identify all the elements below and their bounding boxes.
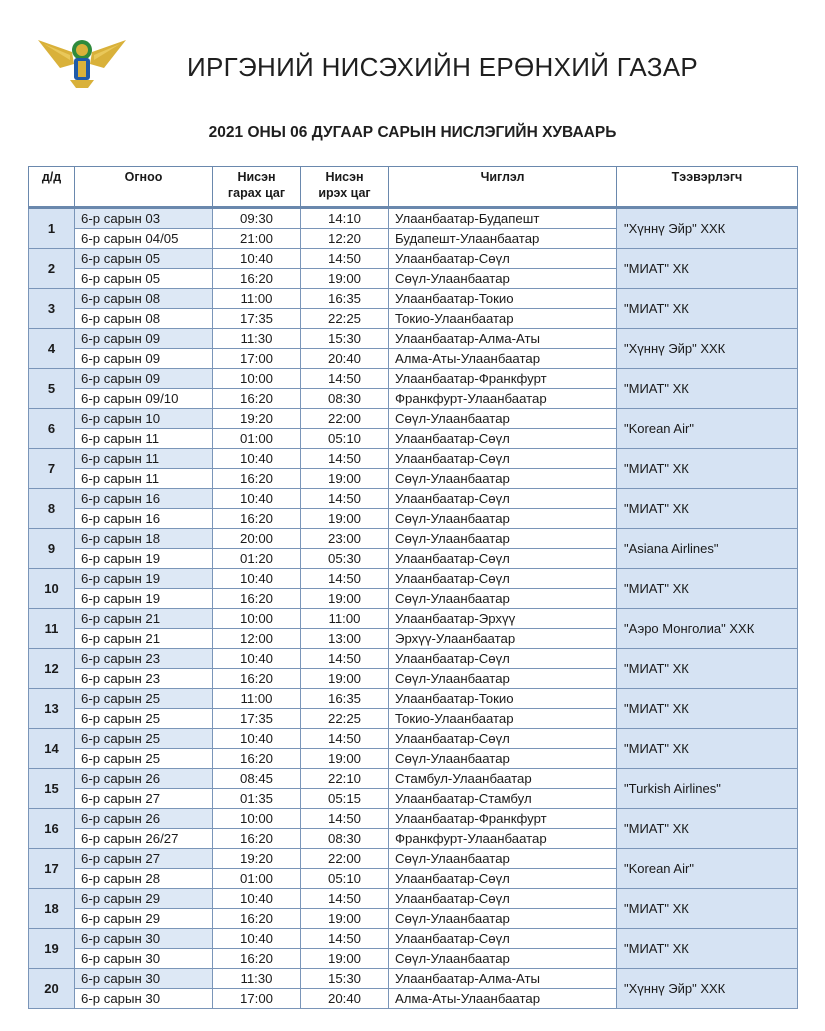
flight-date: 6-р сарын 29 (75, 889, 213, 909)
arrival-time: 19:00 (301, 669, 389, 689)
departure-time: 10:40 (213, 729, 301, 749)
column-header-arrival-line1: Нисэн (325, 170, 364, 184)
flight-date: 6-р сарын 04/05 (75, 229, 213, 249)
flight-date: 6-р сарын 21 (75, 609, 213, 629)
arrival-time: 15:30 (301, 329, 389, 349)
row-number: 6 (29, 409, 75, 449)
column-header-num: д/д (29, 167, 75, 208)
table-header-row (29, 167, 798, 208)
arrival-time: 08:30 (301, 829, 389, 849)
arrival-time: 05:30 (301, 549, 389, 569)
departure-time: 20:00 (213, 529, 301, 549)
flight-route: Сөүл-Улаанбаатар (389, 749, 617, 769)
table-row (29, 609, 798, 629)
flight-route: Будапешт-Улаанбаатар (389, 229, 617, 249)
flight-date: 6-р сарын 27 (75, 789, 213, 809)
flight-route: Франкфурт-Улаанбаатар (389, 389, 617, 409)
flight-date: 6-р сарын 05 (75, 269, 213, 289)
flight-route: Улаанбаатар-Сөүл (389, 729, 617, 749)
arrival-time: 14:50 (301, 569, 389, 589)
row-number: 8 (29, 489, 75, 529)
departure-time: 16:20 (213, 829, 301, 849)
departure-time: 10:40 (213, 649, 301, 669)
flight-date: 6-р сарын 23 (75, 649, 213, 669)
flight-route: Токио-Улаанбаатар (389, 309, 617, 329)
table-row (29, 369, 798, 389)
row-number: 1 (29, 208, 75, 249)
flight-route: Сөүл-Улаанбаатар (389, 849, 617, 869)
flight-schedule-table (28, 166, 798, 1009)
flight-date: 6-р сарын 10 (75, 409, 213, 429)
arrival-time: 14:50 (301, 489, 389, 509)
flight-route: Улаанбаатар-Токио (389, 289, 617, 309)
departure-time: 12:00 (213, 629, 301, 649)
table-row (29, 929, 798, 949)
flight-date: 6-р сарын 23 (75, 669, 213, 689)
departure-time: 19:20 (213, 409, 301, 429)
flight-route: Улаанбаатар-Сөүл (389, 429, 617, 449)
column-header-arrival (301, 167, 389, 208)
organization-title: ИРГЭНИЙ НИСЭХИЙН ЕРӨНХИЙ ГАЗАР (187, 52, 699, 82)
flight-date: 6-р сарын 25 (75, 689, 213, 709)
column-header-departure (213, 167, 301, 208)
arrival-time: 22:10 (301, 769, 389, 789)
arrival-time: 22:00 (301, 409, 389, 429)
row-number: 18 (29, 889, 75, 929)
arrival-time: 20:40 (301, 349, 389, 369)
departure-time: 21:00 (213, 229, 301, 249)
arrival-time: 14:50 (301, 729, 389, 749)
departure-time: 10:40 (213, 249, 301, 269)
arrival-time: 11:00 (301, 609, 389, 629)
arrival-time: 19:00 (301, 949, 389, 969)
flight-route: Улаанбаатар-Стамбул (389, 789, 617, 809)
flight-date: 6-р сарын 18 (75, 529, 213, 549)
carrier-name: "Хүннү Эйр" ХХК (617, 208, 798, 249)
arrival-time: 22:00 (301, 849, 389, 869)
column-header-date: Огноо (75, 167, 213, 208)
flight-date: 6-р сарын 19 (75, 549, 213, 569)
row-number: 5 (29, 369, 75, 409)
flight-route: Сөүл-Улаанбаатар (389, 269, 617, 289)
row-number: 9 (29, 529, 75, 569)
arrival-time: 05:15 (301, 789, 389, 809)
carrier-name: "Хүннү Эйр" ХХК (617, 329, 798, 369)
departure-time: 10:00 (213, 369, 301, 389)
departure-time: 16:20 (213, 389, 301, 409)
table-row (29, 289, 798, 309)
flight-route: Улаанбаатар-Алма-Аты (389, 329, 617, 349)
carrier-name: "Korean Air" (617, 849, 798, 889)
carrier-name: "Хүннү Эйр" ХХК (617, 969, 798, 1009)
carrier-name: "МИАТ" ХК (617, 569, 798, 609)
departure-time: 16:20 (213, 749, 301, 769)
arrival-time: 14:50 (301, 449, 389, 469)
flight-route: Эрхүү-Улаанбаатар (389, 629, 617, 649)
flight-date: 6-р сарын 26/27 (75, 829, 213, 849)
departure-time: 01:35 (213, 789, 301, 809)
departure-time: 16:20 (213, 909, 301, 929)
carrier-name: "МИАТ" ХК (617, 809, 798, 849)
carrier-name: "Аэро Монголиа" ХХК (617, 609, 798, 649)
arrival-time: 14:50 (301, 929, 389, 949)
flight-date: 6-р сарын 09/10 (75, 389, 213, 409)
flight-date: 6-р сарын 11 (75, 449, 213, 469)
flight-date: 6-р сарын 05 (75, 249, 213, 269)
arrival-time: 14:50 (301, 249, 389, 269)
flight-date: 6-р сарын 16 (75, 489, 213, 509)
row-number: 10 (29, 569, 75, 609)
carrier-name: "МИАТ" ХК (617, 369, 798, 409)
table-row (29, 769, 798, 789)
table-row (29, 849, 798, 869)
departure-time: 16:20 (213, 949, 301, 969)
flight-date: 6-р сарын 29 (75, 909, 213, 929)
row-number: 17 (29, 849, 75, 889)
flight-route: Сөүл-Улаанбаатар (389, 909, 617, 929)
row-number: 15 (29, 769, 75, 809)
departure-time: 10:40 (213, 889, 301, 909)
departure-time: 16:20 (213, 669, 301, 689)
table-row (29, 649, 798, 669)
arrival-time: 08:30 (301, 389, 389, 409)
arrival-time: 14:50 (301, 889, 389, 909)
arrival-time: 19:00 (301, 589, 389, 609)
flight-route: Стамбул-Улаанбаатар (389, 769, 617, 789)
table-row (29, 809, 798, 829)
departure-time: 10:40 (213, 489, 301, 509)
departure-time: 11:00 (213, 689, 301, 709)
flight-route: Алма-Аты-Улаанбаатар (389, 989, 617, 1009)
table-row (29, 689, 798, 709)
flight-date: 6-р сарын 21 (75, 629, 213, 649)
flight-route: Сөүл-Улаанбаатар (389, 529, 617, 549)
flight-date: 6-р сарын 25 (75, 749, 213, 769)
column-header-carrier: Тээвэрлэгч (617, 167, 798, 208)
flight-route: Улаанбаатар-Сөүл (389, 549, 617, 569)
flight-route: Улаанбаатар-Сөүл (389, 249, 617, 269)
carrier-name: "Asiana Airlines" (617, 529, 798, 569)
table-row (29, 489, 798, 509)
departure-time: 01:20 (213, 549, 301, 569)
flight-date: 6-р сарын 30 (75, 989, 213, 1009)
flight-date: 6-р сарын 26 (75, 769, 213, 789)
departure-time: 17:00 (213, 989, 301, 1009)
flight-route: Сөүл-Улаанбаатар (389, 589, 617, 609)
flight-route: Улаанбаатар-Сөүл (389, 889, 617, 909)
flight-date: 6-р сарын 09 (75, 329, 213, 349)
departure-time: 16:20 (213, 269, 301, 289)
flight-route: Сөүл-Улаанбаатар (389, 669, 617, 689)
arrival-time: 14:10 (301, 208, 389, 229)
flight-date: 6-р сарын 27 (75, 849, 213, 869)
carrier-name: "МИАТ" ХК (617, 929, 798, 969)
flight-route: Улаанбаатар-Сөүл (389, 449, 617, 469)
flight-route: Улаанбаатар-Франкфурт (389, 369, 617, 389)
column-header-route: Чиглэл (389, 167, 617, 208)
flight-route: Улаанбаатар-Алма-Аты (389, 969, 617, 989)
carrier-name: "МИАТ" ХК (617, 889, 798, 929)
table-row (29, 529, 798, 549)
carrier-name: "МИАТ" ХК (617, 449, 798, 489)
flight-route: Улаанбаатар-Токио (389, 689, 617, 709)
departure-time: 16:20 (213, 469, 301, 489)
flight-route: Улаанбаатар-Сөүл (389, 929, 617, 949)
flight-date: 6-р сарын 03 (75, 208, 213, 229)
table-row (29, 569, 798, 589)
arrival-time: 05:10 (301, 869, 389, 889)
departure-time: 17:35 (213, 709, 301, 729)
column-header-departure-line1: Нисэн (237, 170, 276, 184)
arrival-time: 19:00 (301, 509, 389, 529)
row-number: 14 (29, 729, 75, 769)
departure-time: 10:40 (213, 449, 301, 469)
flight-date: 6-р сарын 28 (75, 869, 213, 889)
flight-route: Сөүл-Улаанбаатар (389, 469, 617, 489)
departure-time: 09:30 (213, 208, 301, 229)
flight-date: 6-р сарын 09 (75, 369, 213, 389)
arrival-time: 12:20 (301, 229, 389, 249)
row-number: 13 (29, 689, 75, 729)
flight-route: Алма-Аты-Улаанбаатар (389, 349, 617, 369)
flight-date: 6-р сарын 26 (75, 809, 213, 829)
table-row (29, 889, 798, 909)
flight-date: 6-р сарын 30 (75, 969, 213, 989)
arrival-time: 22:25 (301, 309, 389, 329)
flight-date: 6-р сарын 16 (75, 509, 213, 529)
arrival-time: 13:00 (301, 629, 389, 649)
carrier-name: "МИАТ" ХК (617, 249, 798, 289)
arrival-time: 16:35 (301, 689, 389, 709)
flight-route: Улаанбаатар-Будапешт (389, 208, 617, 229)
table-row (29, 249, 798, 269)
arrival-time: 19:00 (301, 469, 389, 489)
arrival-time: 14:50 (301, 649, 389, 669)
departure-time: 19:20 (213, 849, 301, 869)
row-number: 11 (29, 609, 75, 649)
arrival-time: 19:00 (301, 269, 389, 289)
carrier-name: "МИАТ" ХК (617, 689, 798, 729)
civil-aviation-emblem-icon (36, 30, 128, 90)
departure-time: 11:30 (213, 329, 301, 349)
flight-date: 6-р сарын 08 (75, 289, 213, 309)
flight-date: 6-р сарын 11 (75, 469, 213, 489)
flight-route: Улаанбаатар-Сөүл (389, 649, 617, 669)
table-row (29, 409, 798, 429)
flight-route: Улаанбаатар-Сөүл (389, 569, 617, 589)
flight-route: Улаанбаатар-Сөүл (389, 869, 617, 889)
row-number: 2 (29, 249, 75, 289)
flight-date: 6-р сарын 25 (75, 729, 213, 749)
flight-route: Улаанбаатар-Сөүл (389, 489, 617, 509)
row-number: 4 (29, 329, 75, 369)
flight-route: Улаанбаатар-Франкфурт (389, 809, 617, 829)
arrival-time: 20:40 (301, 989, 389, 1009)
arrival-time: 19:00 (301, 909, 389, 929)
row-number: 12 (29, 649, 75, 689)
arrival-time: 23:00 (301, 529, 389, 549)
carrier-name: "МИАТ" ХК (617, 729, 798, 769)
row-number: 7 (29, 449, 75, 489)
schedule-title: 2021 ОНЫ 06 ДУГААР САРЫН НИСЛЭГИЙН ХУВААРЬ (208, 124, 617, 141)
row-number: 19 (29, 929, 75, 969)
arrival-time: 22:25 (301, 709, 389, 729)
flight-date: 6-р сарын 30 (75, 929, 213, 949)
table-row (29, 729, 798, 749)
departure-time: 16:20 (213, 509, 301, 529)
column-header-arrival-line2: ирэх цаг (318, 186, 371, 200)
arrival-time: 19:00 (301, 749, 389, 769)
flight-route: Сөүл-Улаанбаатар (389, 509, 617, 529)
departure-time: 11:30 (213, 969, 301, 989)
flight-route: Сөүл-Улаанбаатар (389, 409, 617, 429)
departure-time: 10:40 (213, 569, 301, 589)
departure-time: 17:35 (213, 309, 301, 329)
departure-time: 01:00 (213, 869, 301, 889)
departure-time: 08:45 (213, 769, 301, 789)
table-row (29, 969, 798, 989)
carrier-name: "МИАТ" ХК (617, 489, 798, 529)
row-number: 16 (29, 809, 75, 849)
column-header-departure-line2: гарах цаг (227, 186, 286, 200)
departure-time: 16:20 (213, 589, 301, 609)
arrival-time: 05:10 (301, 429, 389, 449)
row-number: 20 (29, 969, 75, 1009)
flight-route: Улаанбаатар-Эрхүү (389, 609, 617, 629)
departure-time: 10:00 (213, 809, 301, 829)
flight-date: 6-р сарын 19 (75, 589, 213, 609)
flight-date: 6-р сарын 09 (75, 349, 213, 369)
arrival-time: 14:50 (301, 369, 389, 389)
carrier-name: "МИАТ" ХК (617, 649, 798, 689)
arrival-time: 16:35 (301, 289, 389, 309)
row-number: 3 (29, 289, 75, 329)
flight-date: 6-р сарын 30 (75, 949, 213, 969)
document-header (36, 30, 796, 100)
arrival-time: 15:30 (301, 969, 389, 989)
flight-route: Токио-Улаанбаатар (389, 709, 617, 729)
carrier-name: "Turkish Airlines" (617, 769, 798, 809)
table-row (29, 449, 798, 469)
flight-route: Франкфурт-Улаанбаатар (389, 829, 617, 849)
flight-date: 6-р сарын 25 (75, 709, 213, 729)
arrival-time: 14:50 (301, 809, 389, 829)
departure-time: 17:00 (213, 349, 301, 369)
flight-date: 6-р сарын 11 (75, 429, 213, 449)
carrier-name: "МИАТ" ХК (617, 289, 798, 329)
flight-route: Сөүл-Улаанбаатар (389, 949, 617, 969)
flight-date: 6-р сарын 19 (75, 569, 213, 589)
departure-time: 10:00 (213, 609, 301, 629)
departure-time: 01:00 (213, 429, 301, 449)
table-row (29, 208, 798, 229)
carrier-name: "Korean Air" (617, 409, 798, 449)
flight-date: 6-р сарын 08 (75, 309, 213, 329)
departure-time: 11:00 (213, 289, 301, 309)
departure-time: 10:40 (213, 929, 301, 949)
table-row (29, 329, 798, 349)
